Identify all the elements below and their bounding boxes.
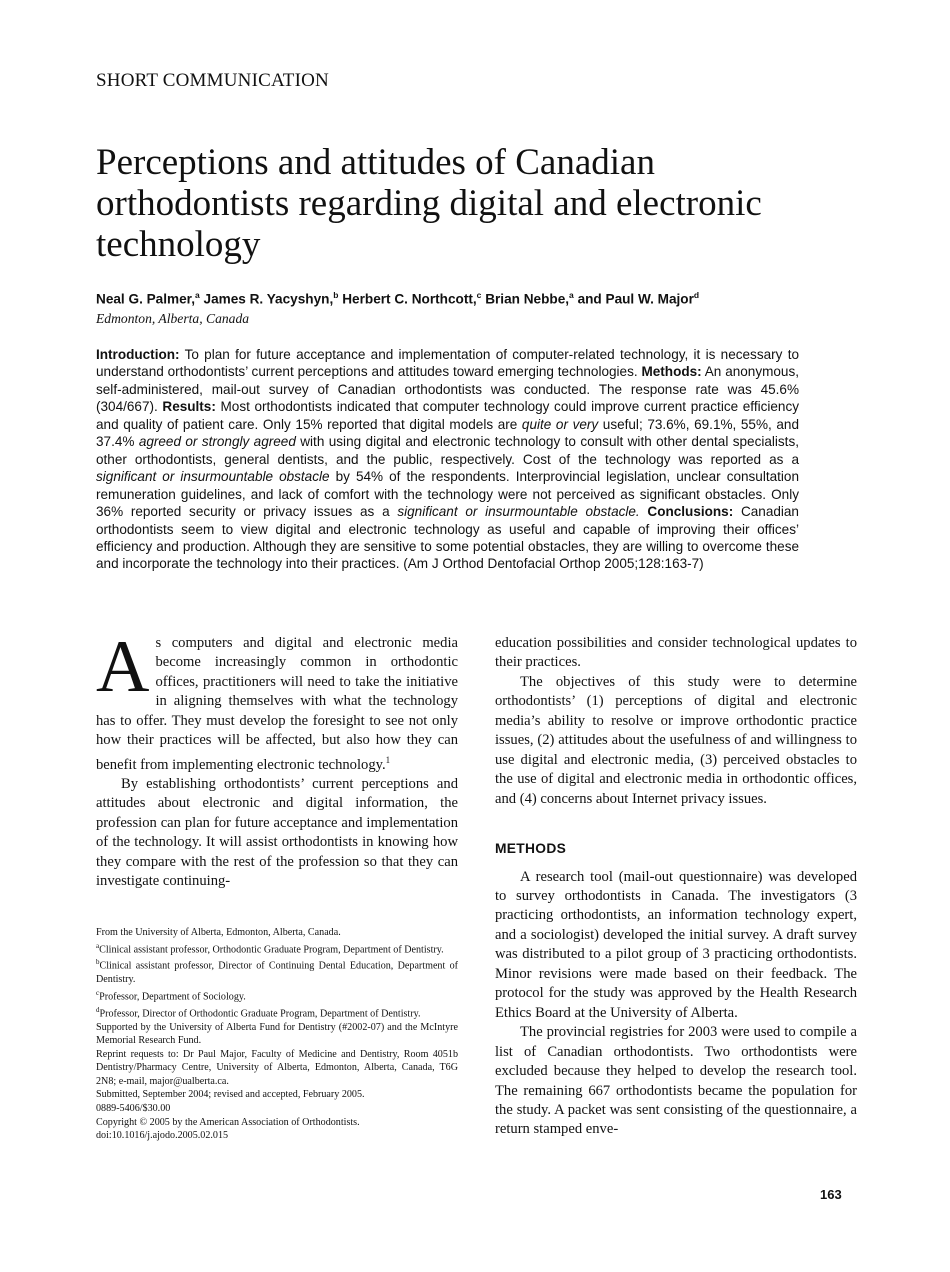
footnote-text: Clinical assistant professor, Orthodontic Graduate Program, Department of Dentistry. [99,943,444,955]
body-column-left [96,626,458,892]
author-name: Neal G. Palmer, [96,291,195,307]
abstract-results-text: by 54% of the respondents. Interprovincial legislation, unclear consultation remuneration guidelines, and lack of comfort with the technology were not perceived as significant obstacles. Only 36% reported security or privacy issues as a [96,469,799,520]
abstract-conclusions-text: Canadian orthodontists seem to view digital and electronic technology as useful and capable of improving their offices’ efficiency and production. Although they are sensitive to some potential obstacles, they are willing to overcome these and incorporate the technology into their practices. (Am J Orthod Dentofacial Orthop 2005;128:163-7) [96,504,799,572]
citation-reference[interactable]: 1 [385,754,391,765]
footnotes [96,926,458,1143]
abstract-intro-text: To plan for future acceptance and implementation of computer-related technology, it is necessary to understand orthodontists’ current perceptions and attitudes toward emerging technologies. [96,347,799,380]
body-paragraph: A research tool (mail-out questionnaire) was developed to survey orthodontists in Canada. The investigators (3 practicing orthodontists, an information technology expert, and a sociologist) developed the initial survey. A draft survey was distributed to a pilot group of 3 practicing orthodontists. Minor revisions were made based on their feedback. The protocol for the study was approved by the Health Research Ethics Board at the University of Alberta. [495,868,857,1021]
author-location: Edmonton, Alberta, Canada [96,311,250,326]
footnote-mark: d [96,1005,100,1014]
doi-link[interactable]: doi:10.1016/j.ajodo.2005.02.015 [96,1130,229,1142]
footnote-reprint: Reprint requests to: Dr Paul Major, Faculty of Medicine and Dentistry, Room 4051b Dentistry/Pharmacy Centre, University of Alberta, Edmonton, Alberta, Canada, T6G 2N8; e-mail, major@ualberta.ca. [96,1048,458,1087]
footnote-mark: c [96,988,100,997]
abstract-results-text: useful; 73.6%, 69.1%, 55%, and 37.4% [96,416,799,450]
author-affiliation-mark: d [693,290,700,300]
author-list [96,290,699,307]
abstract-results-text: with using digital and electronic technology to consult with other dental specialists, other orthodontists, general dentists, and the public, respectively. Cost of the technology was reported as a [96,434,799,467]
footnote [96,987,458,1004]
abstract-intro-label: Introduction: [96,347,180,362]
footnote [96,940,458,957]
abstract-results-label: Results: [162,399,216,415]
author-affiliation-mark: a [195,290,200,300]
body-paragraph-text: s computers and digital and electronic media become increasingly common in orthodontic offices, practitioners will need to take the initiative in aligning themselves with what the technology has to offer. They must develop the foresight to see not only how their practices will be affected, but also how they can benefit from implementing electronic technology. [96,635,458,773]
author-affiliation-mark: c [476,290,482,300]
footnote: Copyright © 2005 by the American Association of Orthodontists. [96,1116,360,1128]
author-name: James R. Yacyshyn, [203,291,334,307]
abstract [96,346,799,573]
footnote-text: Professor, Department of Sociology. [99,991,246,1003]
footnote: Supported by the University of Alberta Fund for Dentistry (#2002-07) and the McIntyre Memorial Research Fund. [96,1021,458,1047]
footnote-mark: b [96,958,100,967]
footnote [96,956,458,986]
footnote: From the University of Alberta, Edmonton, Alberta, Canada. [96,927,341,938]
abstract-emphasis: quite or very [521,416,599,432]
footnote: 0889-5406/$30.00 [96,1103,171,1114]
body-paragraph [96,626,458,775]
abstract-emphasis: agreed or strongly agreed [138,434,296,450]
body-column-right [495,634,857,1140]
abstract-results-text: Most orthodontists indicated that computer technology could improve current practice efficiency and quality of patient care. Only 15% reported that digital models are [96,399,799,432]
abstract-emphasis: significant or insurmountable obstacle. [397,504,640,520]
author-name: and Paul W. Major [577,291,694,307]
abstract-emphasis: significant or insurmountable obstacle [96,469,330,485]
section-label: SHORT COMMUNICATION [96,70,329,91]
footnote-text: Clinical assistant professor, Director of Continuing Dental Education, Department of Dentistry. [96,960,458,986]
section-heading-methods: METHODS [495,841,567,857]
footnote-text: Professor, Director of Orthodontic Graduate Program, Department of Dentistry. [99,1008,421,1020]
body-paragraph: education possibilities and consider technological updates to their practices. [495,635,857,671]
author-name: Brian Nebbe, [485,291,570,307]
body-paragraph: The provincial registries for 2003 were used to compile a list of Canadian orthodontists. Two orthodontists were excluded because they helped to develop the research tool. The remaining 667 orthodontists became the population for the study. A packet was sent consisting of the questionnaire, a return stamped enve- [495,1024,857,1138]
drop-cap: A [96,626,150,708]
body-paragraph: The objectives of this study were to determine orthodontists’ (1) perceptions of digital and electronic media’s ability to resolve or improve orthodontic practice issues, (2) attitudes about the usefulness of and willingness to use digital and electronic media, (3) perceived obstacles to the use of digital and electronic media in orthodontic offices, and (4) concerns about Internet privacy issues. [495,673,857,807]
footnote [96,1004,458,1021]
footnote: Submitted, September 2004; revised and accepted, February 2005. [96,1089,365,1101]
author-affiliation-mark: b [333,290,339,300]
abstract-methods-text: An anonymous, self-administered, mail-out survey of Canadian orthodontists was conducted. The response rate was 45.6% (304/667). [96,364,799,415]
author-name: Herbert C. Northcott, [342,291,477,307]
article-title: Perceptions and attitudes of Canadian orthodontists regarding digital and electronic technology [96,142,762,265]
author-affiliation-mark: a [569,290,574,300]
page-number: 163 [820,1187,842,1202]
footnote-mark: a [96,941,100,950]
body-paragraph: By establishing orthodontists’ current perceptions and attitudes about electronic and digital information, the profession can plan for future acceptance and implementation of the technology. It will assist orthodontists in knowing how they compare with the rest of the profession so that they can investigate continuing- [96,776,458,890]
abstract-conclusions-label: Conclusions: [639,504,734,520]
abstract-methods-label: Methods: [641,364,702,380]
